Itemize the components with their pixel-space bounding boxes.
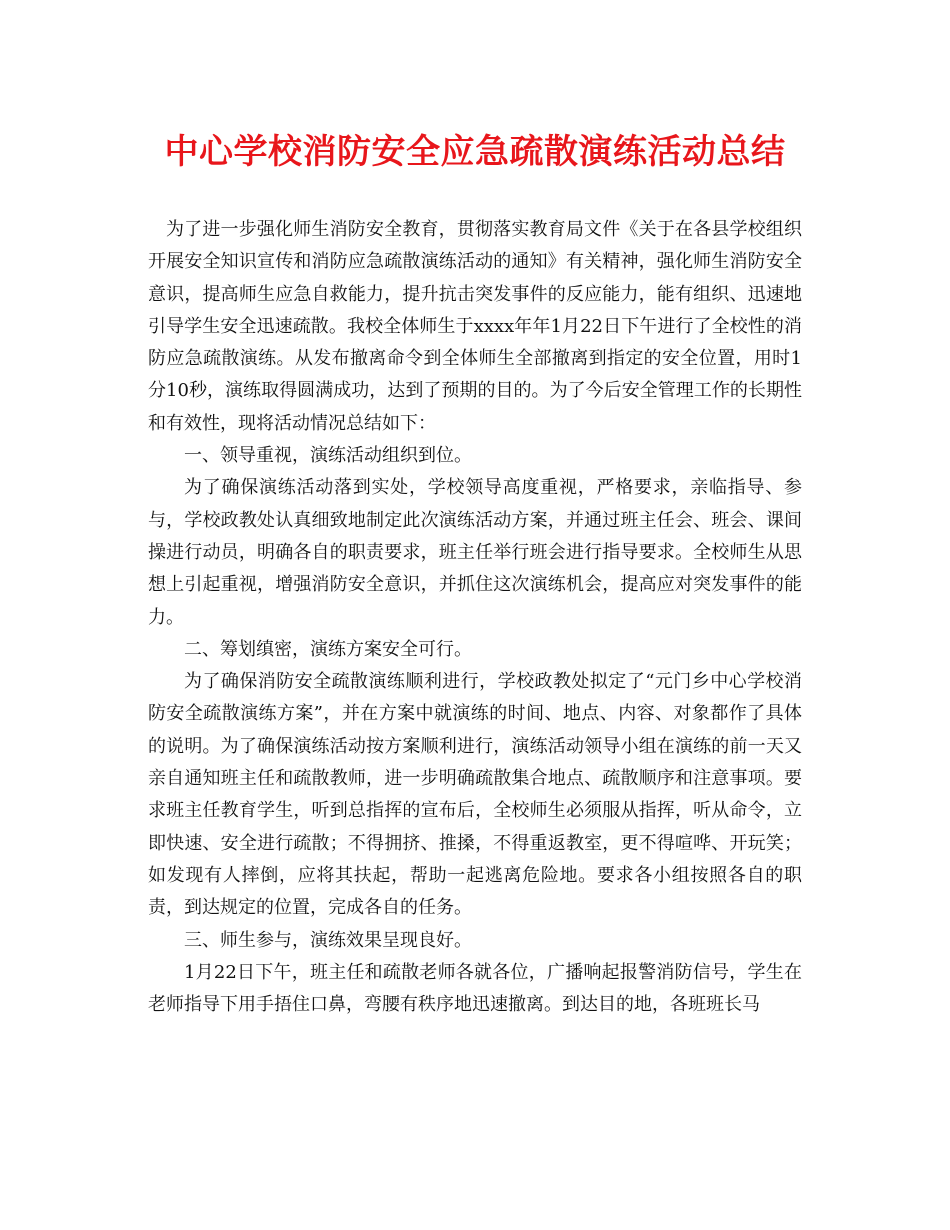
section-heading-1: 一、领导重视，演练活动组织到位。 (184, 445, 472, 467)
section-heading-2: 二、筹划缜密，演练方案安全可行。 (184, 638, 472, 660)
paragraph-section-3: 1月22日下午，班主任和疏散老师各就各位，广播响起报警消防信号，学生在老师指导下用手捂住口鼻，弯腰有秩序地迅速撤离。到达目的地，各班班长马 (148, 961, 802, 1016)
paragraph-intro: 为了进一步强化师生消防安全教育，贯彻落实教育局文件《关于在各县学校组织开展安全知识宣传和消防应急疏散演练活动的通知》有关精神，强化师生消防安全意识，提高师生应急自救能力，提升抗击突发事件的反应能力，能有组织、迅速地引导学生安全迅速疏散。我校全体师生于xxxx年年1月22日下午进行了全校性的消防应急疏散演练。从发布撤离命令到全体师生全部撤离到指定的安全位置，用时1分10秒，演练取得圆满成功，达到了预期的目的。为了今后安全管理工作的长期性和有效性，现将活动情况总结如下： (148, 219, 802, 434)
paragraph-section-1: 为了确保演练活动落到实处，学校领导高度重视，严格要求，亲临指导、参与，学校政教处认真细致地制定此次演练活动方案，并通过班主任会、班会、课间操进行动员，明确各自的职责要求，班主任举行班会进行指导要求。全校师生从思想上引起重视，增强消防安全意识，并抓住这次演练机会，提高应对突发事件的能力。 (148, 477, 802, 628)
section-heading-3: 三、师生参与，演练效果呈现良好。 (184, 929, 472, 951)
paragraph-section-2: 为了确保消防安全疏散演练顺利进行，学校政教处拟定了“元门乡中心学校消防安全疏散演练方案”，并在方案中就演练的时间、地点、内容、对象都作了具体的说明。为了确保演练活动按方案顺利进行，演练活动领导小组在演练的前一天又亲自通知班主任和疏散教师，进一步明确疏散集合地点、疏散顺序和注意事项。要求班主任教育学生，听到总指挥的宣布后，全校师生必须服从指挥，听从命令，立即快速、安全进行疏散；不得拥挤、推搡，不得重返教室，更不得喧哗、开玩笑；如发现有人摔倒，应将其扶起，帮助一起逃离危险地。要求各小组按照各自的职责，到达规定的位置，完成各自的任务。 (148, 671, 802, 919)
document-title: 中心学校消防安全应急疏散演练活动总结 (164, 132, 786, 172)
document-body (148, 214, 802, 1021)
